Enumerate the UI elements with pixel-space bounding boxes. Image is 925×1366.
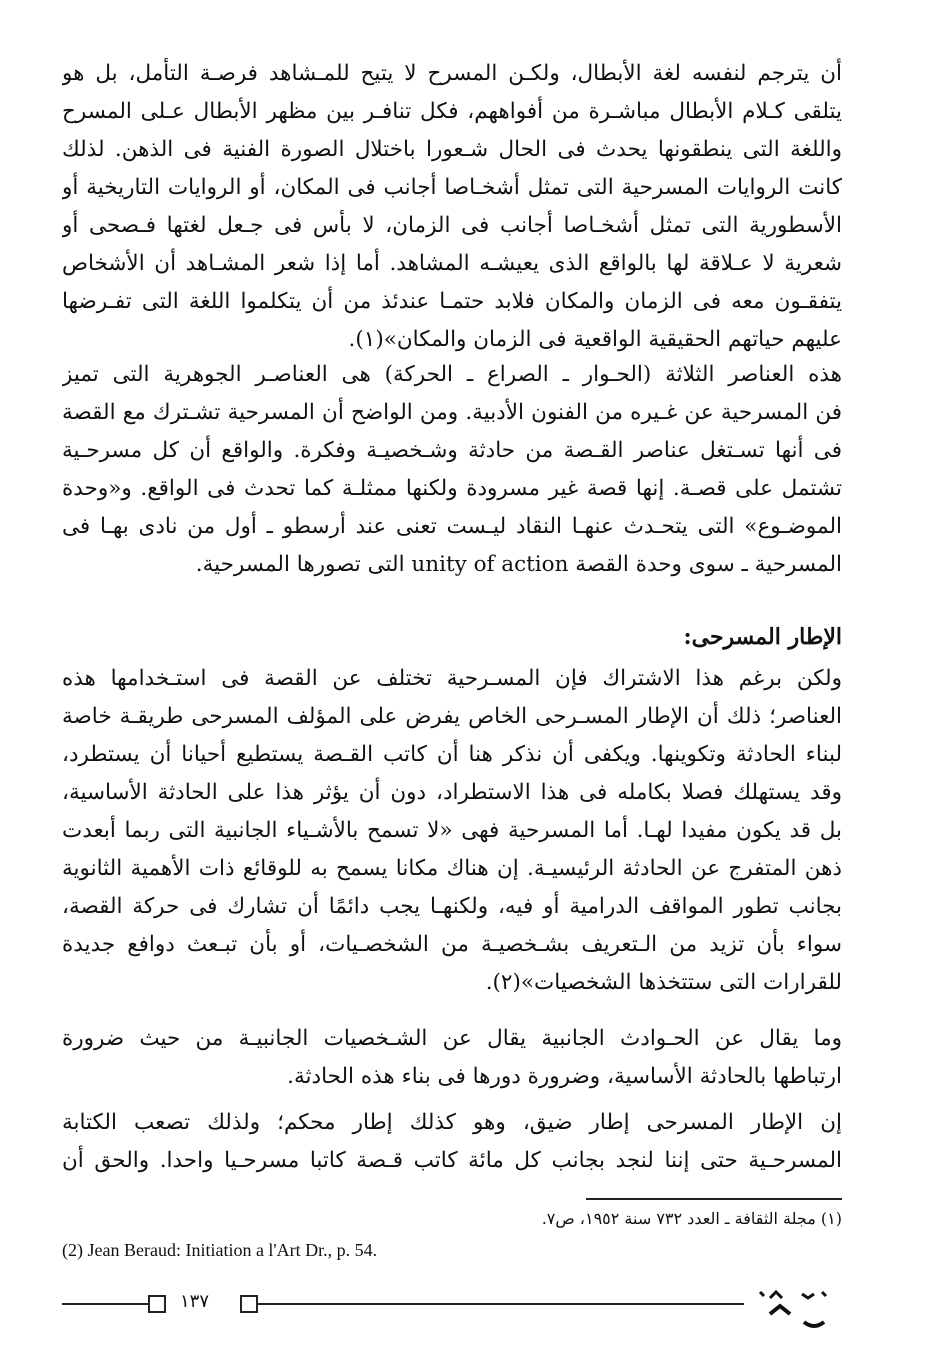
text-line: كانت الروايات المسرحية التى تمثل أشخـاصا أجانب فى المكان، أو الروايات التاريخية أو [62,175,842,200]
text-line: العناصر؛ ذلك أن الإطار المسـرحى الخاص يفرض على المؤلف المسرحى طريقـة خاصة [62,704,842,729]
text-line: وما يقال عن الحـوادث الجانبية يقال عن الشـخصيات الجانبيـة من حيث ضرورة [62,1026,842,1051]
text-line: للقرارات التى ستتخذها الشخصيات»(٢). [485,970,842,995]
footnote-2: (2) Jean Beraud: Initiation a l'Art Dr., p. 54. [62,1240,378,1260]
text-line: ارتباطها بالحادثة الأساسية، وضرورة دورها فى بناء هذه الحادثة. [287,1064,842,1089]
text-line: الموضـوع» التى يتحـدث عنهـا النقاد ليـست تعنى عند أرسطو ـ أول من نادى بهـا فى [62,514,842,539]
text-line: بجانب تطور المواقف الدرامية أو فيه، ولكنهـا يجب دائمًا أن تشارك فى حركة القصة، [62,894,842,919]
text-line: واللغة التى ينطقونها يحدث فى الحال شـعورا باختلال الصورة الفنية فى الذهن. لذلك [62,137,842,162]
text-line: لبناء الحادثة وتكوينها. ويكفى أن نذكر هنا أن كاتب القـصة يستطيع أحيانا أن يستطرد، [62,742,842,767]
text-line: هذه العناصر الثلاثة (الحـوار ـ الصراع ـ الحركة) هى العناصـر الجوهرية التى تميز [62,362,842,387]
footer-rule-right [258,1303,744,1305]
paragraph-3 [62,660,842,1002]
text-line: سواء بأن تزيد من الـتعريف بشـخصيـة من الشخصـيات، أو بأن تبـعث دوافع جديدة [62,932,842,957]
paragraph-1 [62,55,842,359]
page-number: ١٣٧ [180,1291,210,1312]
section-heading: الإطار المسرحى: [683,624,842,650]
paragraph-4 [62,1020,842,1096]
text-line: يتلقى كـلام الأبطال مباشـرة من أفواههم، فكل تنافـر بين مظهر الأبطال عـلى المسرح [62,99,842,124]
ornament-icon [752,1286,842,1338]
footer-box-left [148,1295,166,1313]
footnote-divider [586,1198,842,1200]
page-footer [62,1285,842,1325]
text-line: تشتمل على قصـة. إنها قصة غير مسرودة ولكنها ممثلـة كما تحدث فى الواقع. و«وحدة [62,476,842,501]
footer-rule-left [62,1303,148,1305]
text-line: عليهم حياتهم الحقيقية الواقعية فى الزمان والمكان»(١). [348,327,842,352]
text-line: المسرحـية حتى إننا لنجد بجانب كل مائة كاتب قـصة كاتبا مسرحـيا واحدا. والحق أن [62,1148,842,1173]
paragraph-2 [62,356,842,584]
text-line: فى أنها تسـتغل عناصر القـصة من حادثة وشـخصيـة وفكرة. والواقع أن كل مسرحـية [62,438,842,463]
text-line: إن الإطار المسرحى إطار ضيق، وهو كذلك إطار محكم؛ ولذلك تصعب الكتابة [62,1110,842,1135]
text-line: المسرحية ـ سوى وحدة القصة unity of action التى تصورها المسرحية. [195,552,842,577]
text-line: الأسطورية التى تمثل أشخـاصا أجانب فى الزمان، لا بأس فى جـعل لغتها فـصحى أو [62,213,842,238]
text-line: فن المسرحية عن غـيره من الفنون الأدبية. ومن الواضح أن المسرحية تشـترك مع القصة [62,400,842,425]
text-line: يتفقـون معه فى الزمان والمكان فلابد حتمـا عندئذ من أن يتكلموا اللغة التى تفـرضها [62,289,842,314]
text-line: ولكن برغم هذا الاشتراك فإن المسـرحية تختلف عن القصة فى استـخدامها هذه [62,666,842,691]
text-line: وقد يستهلك فصلا بكامله فى هذا الاستطراد، دون أن يؤثر هذا على الحادثة الأساسية، [62,780,842,805]
footer-box-right [240,1295,258,1313]
text-line: بل قد يكون مفيدا لهـا. أما المسرحية فهى «لا تسمح بالأشـياء الجانبية التى ربما أبعدت [62,818,842,843]
paragraph-5 [62,1104,842,1180]
text-line: أن يترجم لنفسه لغة الأبطال، ولكـن المسرح لا يتيح للمـشاهد فرصـة التأمل، بل هو [62,61,842,86]
footnote-1: (١) مجلة الثقافة ـ العدد ٧٣٢ سنة ١٩٥٢، ص٧. [541,1209,842,1228]
text-line: شعرية لا عـلاقة لها بالواقع الذى يعيشـه المشاهد. أما إذا شعر المشـاهد أن الأشخاص [62,251,842,276]
text-line: ذهن المتفرج عن الحادثة الرئيسيـة. إن هناك مكانا يسمح به للوقائع ذات الأهمية الثانوية [62,856,842,881]
